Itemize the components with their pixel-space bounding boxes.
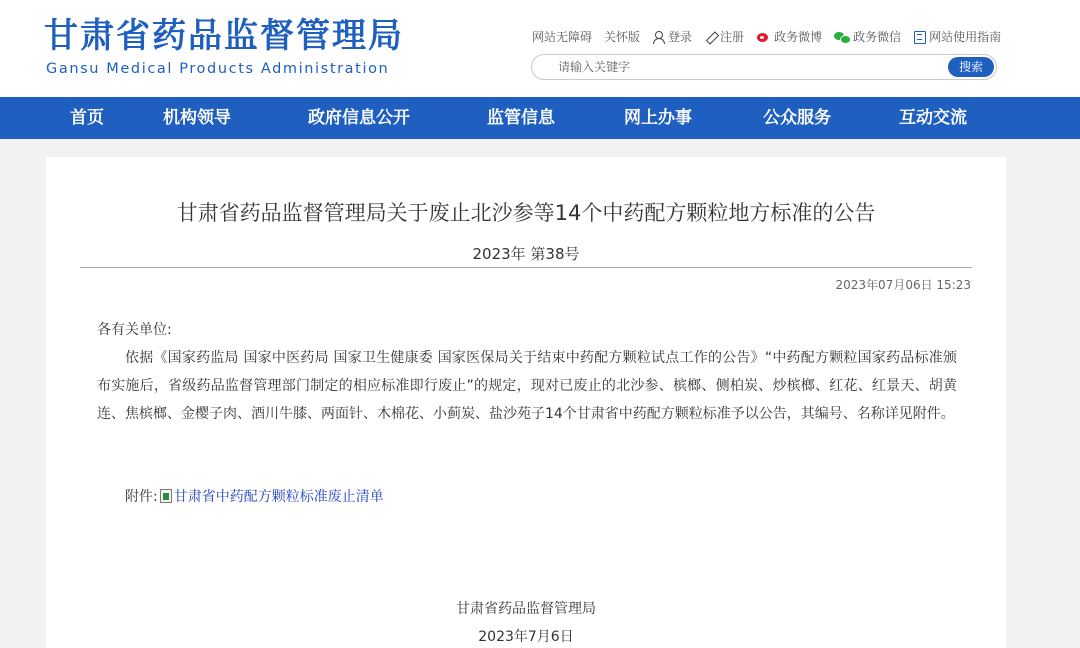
site-logo-chinese[interactable]: 甘肃省药品监督管理局 (44, 16, 404, 56)
search-input[interactable] (558, 58, 938, 76)
accessibility-link-label: 网站无障碍 (532, 29, 593, 44)
weibo-icon (756, 30, 771, 43)
wechat-icon (834, 30, 850, 43)
elder-mode-link[interactable] (604, 28, 640, 45)
wechat-link[interactable] (834, 28, 901, 45)
login-link-label: 登录 (668, 29, 693, 44)
weibo-link-label: 政务微博 (774, 29, 823, 44)
guide-link[interactable] (913, 28, 1001, 45)
document-number: 2023年 第38号 (472, 245, 580, 263)
nav-item-home[interactable]: 首页 (70, 108, 104, 128)
weibo-link[interactable] (756, 28, 822, 45)
register-link-label: 注册 (720, 29, 745, 44)
article-body: 依据《国家药监局 国家中医药局 国家卫生健康委 国家医保局关于结束中药配方颗粒试点工作的公告》“中药配方颗粒国家药品标准颁布实施后，省级药品监督管理部门制定的相应标准即行废止”的规定，现对已废止的北沙参、槟榔、侧柏炭、炒槟榔、红花、红景天、胡黄连、焦槟榔、金樱子肉、酒川牛膝、两面针、木棉花、小蓟炭、盐沙苑子14个甘肃省中药配方颗粒标准予以公告，其编号、名称详见附件。 (97, 350, 957, 422)
title-divider (80, 267, 972, 268)
top-links (532, 27, 1001, 45)
article-title: 甘肃省药品监督管理局关于废止北沙参等14个中药配方颗粒地方标准的公告 (176, 201, 876, 225)
nav-item-public-services[interactable]: 公众服务 (763, 108, 831, 128)
register-link[interactable] (704, 28, 744, 45)
elder-mode-link-label: 关怀版 (604, 29, 641, 44)
site-logo-english[interactable]: Gansu Medical Products Administration (46, 61, 390, 77)
nav-item-leadership[interactable]: 机构领导 (163, 108, 231, 128)
user-icon (652, 30, 665, 43)
pen-icon (704, 30, 717, 43)
nav-item-regulation[interactable]: 监管信息 (487, 108, 555, 128)
guide-link-label: 网站使用指南 (929, 29, 1002, 44)
wechat-link-label: 政务微信 (853, 29, 902, 44)
article-panel (46, 157, 1006, 648)
accessibility-link[interactable] (532, 28, 592, 45)
search-button[interactable]: 搜索 (948, 57, 994, 77)
attachment-label: 附件: (125, 489, 158, 505)
attachment-row (125, 486, 384, 506)
guide-icon (913, 30, 926, 43)
login-link[interactable] (652, 28, 692, 45)
spreadsheet-file-icon (160, 489, 172, 503)
signature-organization: 甘肃省药品监督管理局 (456, 601, 596, 617)
publish-time: 2023年07月06日 15:23 (835, 278, 971, 292)
nav-item-online-services[interactable]: 网上办事 (624, 108, 692, 128)
nav-item-gov-info[interactable]: 政府信息公开 (308, 108, 410, 128)
search-bar (531, 54, 997, 80)
attachment-link[interactable]: 甘肃省中药配方颗粒标准废止清单 (173, 489, 384, 505)
main-nav (0, 97, 1080, 139)
salutation: 各有关单位: (97, 322, 172, 338)
site-header (0, 0, 1080, 97)
signature-date: 2023年7月6日 (478, 629, 574, 645)
nav-item-interaction[interactable]: 互动交流 (899, 108, 967, 128)
